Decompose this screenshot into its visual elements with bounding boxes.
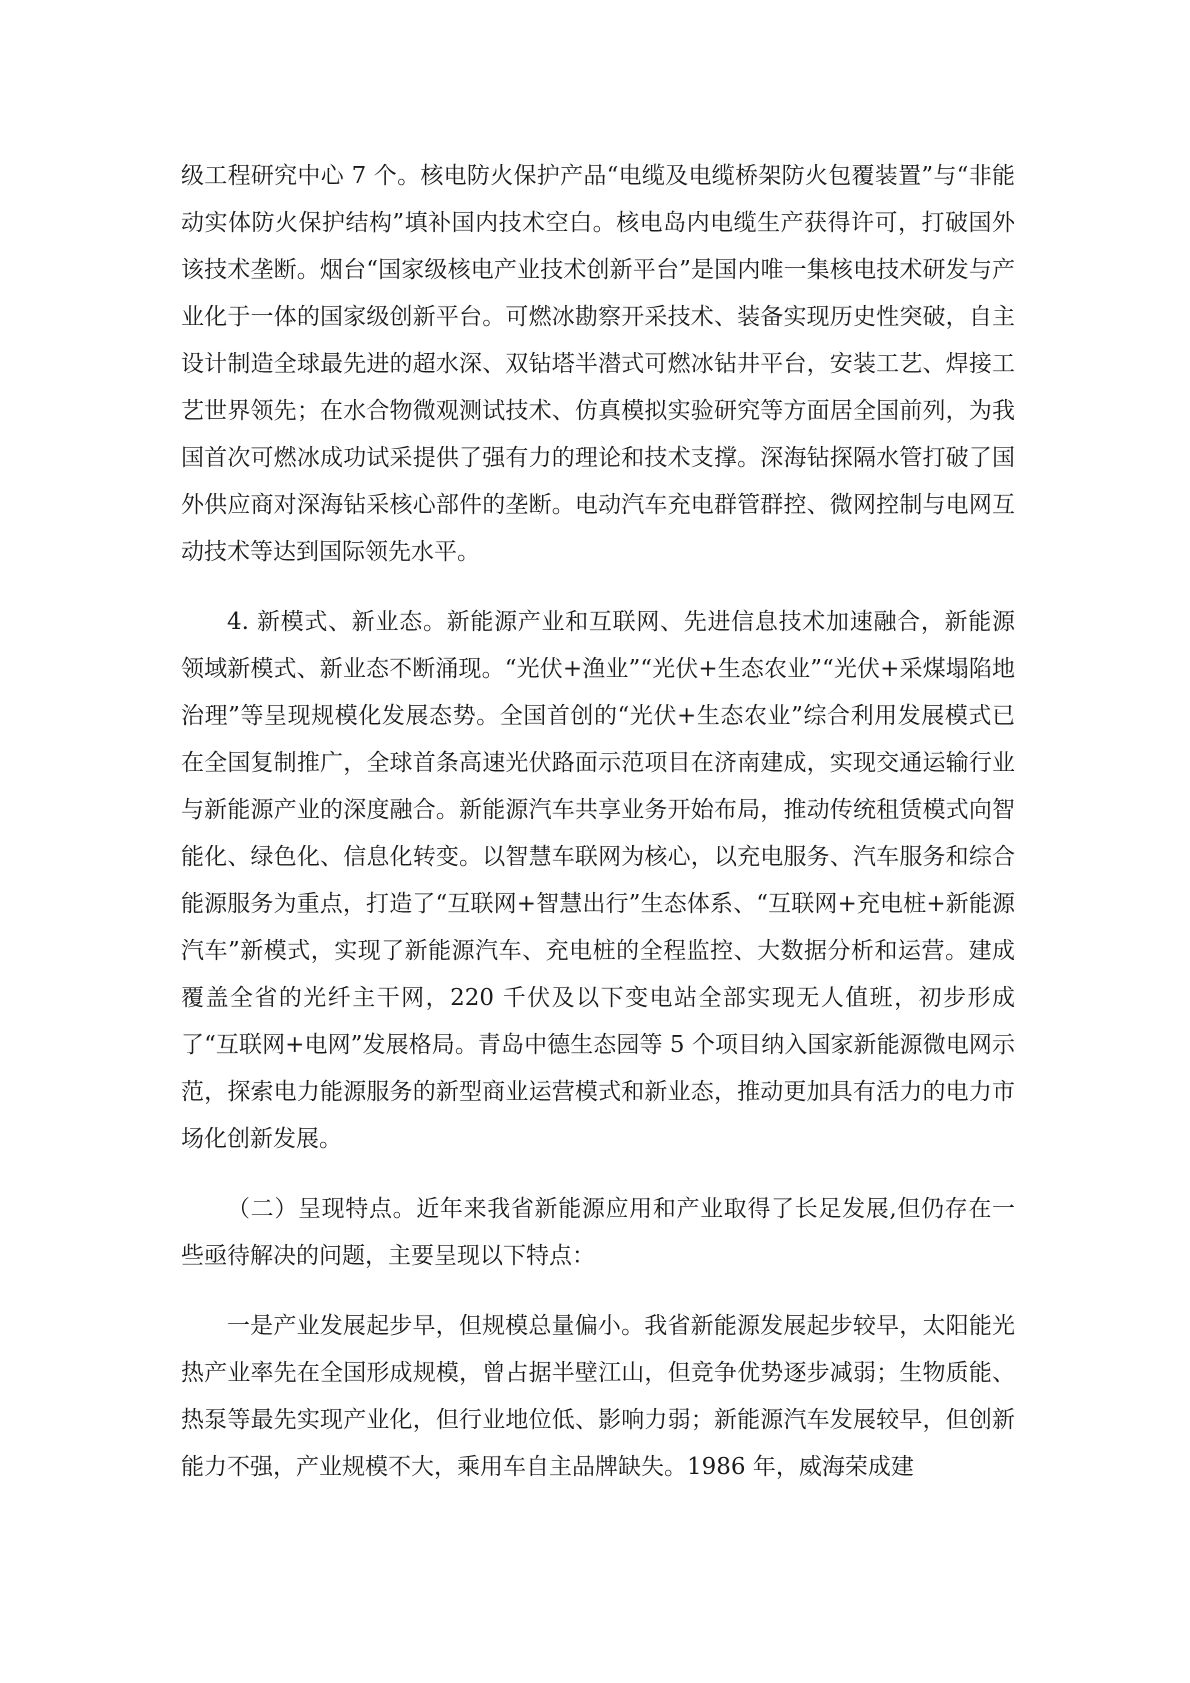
paragraph-new-models: 4. 新模式、新业态。新能源产业和互联网、先进信息技术加速融合，新能源领域新模式、新业态不断涌现。“光伏+渔业”“光伏+生态农业”“光伏+采煤塌陷地治理”等呈现规模化发展态势。全国首创的“光伏+生态农业”综合利用发展模式已在全国复制推广，全球首条高速光伏路面示范项目在济南建成，实现交通运输行业与新能源产业的深度融合。新能源汽车共享业务开始布局，推动传统租赁模式向智能化、绿色化、信息化转变。以智慧车联网为核心，以充电服务、汽车服务和综合能源服务为重点，打造了“互联网+智慧出行”生态体系、“互联网+充电桩+新能源汽车”新模式，实现了新能源汽车、充电桩的全程监控、大数据分析和运营。建成覆盖全省的光纤主干网，220 千伏及以下变电站全部实现无人值班，初步形成了“互联网+电网”发展格局。青岛中德生态园等 5 个项目纳入国家新能源微电网示范，探索电力能源服务的新型商业运营模式和新业态，推动更加具有活力的电力市场化创新发展。 — [181, 609, 1015, 1152]
paragraph-industry-scale: 一是产业发展起步早，但规模总量偏小。我省新能源发展起步较早，太阳能光热产业率先在全国形成规模，曾占据半壁江山，但竞争优势逐步减弱；生物质能、热泵等最先实现产业化，但行业地位低、影响力弱；新能源汽车发展较早，但创新能力不强，产业规模不大，乘用车自主品牌缺失。1986 年，威海荣成建 — [181, 1313, 1015, 1480]
paragraph-research-centers: 级工程研究中心 7 个。核电防火保护产品“电缆及电缆桥架防火包覆装置”与“非能动实体防火保护结构”填补国内技术空白。核电岛内电缆生产获得许可，打破国外该技术垄断。烟台“国家级核电产业技术创新平台”是国内唯一集核电技术研发与产业化于一体的国家级创新平台。可燃冰勘察开采技术、装备实现历史性突破，自主设计制造全球最先进的超水深、双钻塔半潜式可燃冰钻井平台，安装工艺、焊接工艺世界领先；在水合物微观测试技术、仿真模拟实验研究等方面居全国前列，为我国首次可燃冰成功试采提供了强有力的理论和技术支撑。深海钻探隔水管打破了国外供应商对深海钻采核心部件的垄断。电动汽车充电群管群控、微网控制与电网互动技术等达到国际领先水平。 — [181, 163, 1015, 565]
paragraph-characteristics: （二）呈现特点。近年来我省新能源应用和产业取得了长足发展,但仍存在一些亟待解决的问题，主要呈现以下特点： — [181, 1196, 1015, 1269]
document-body — [181, 153, 1015, 1491]
